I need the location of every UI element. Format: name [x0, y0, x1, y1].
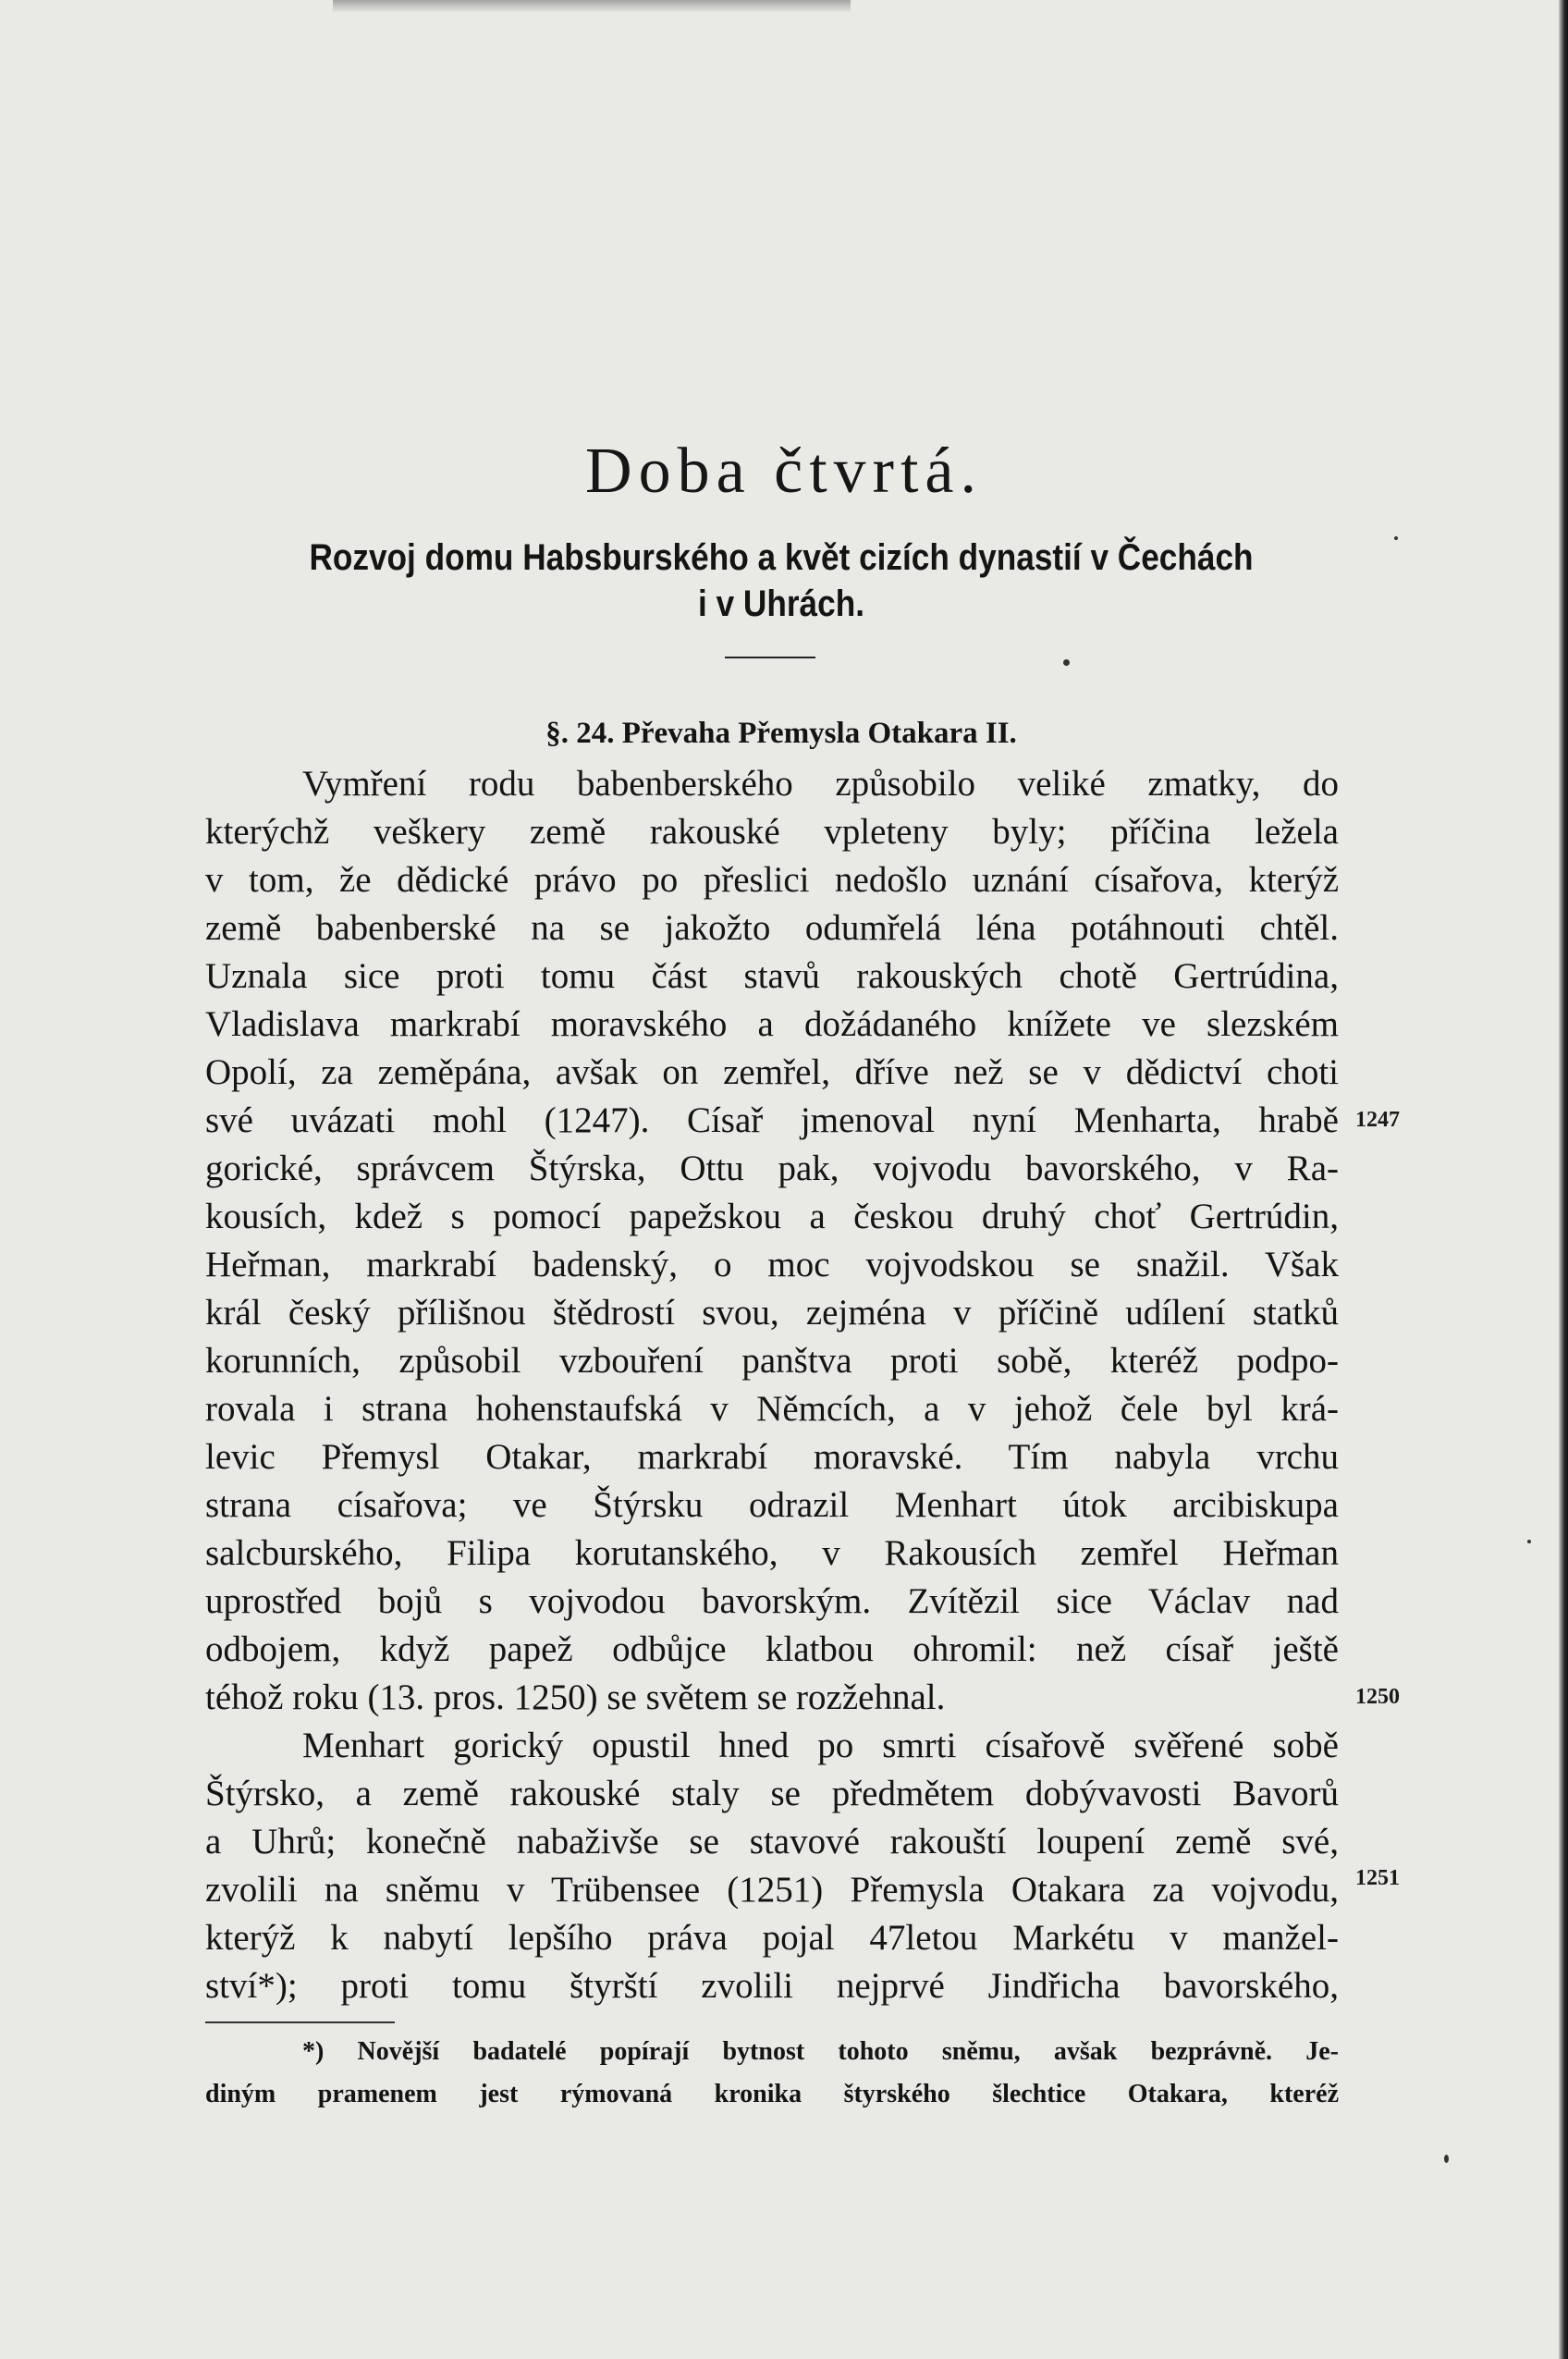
scan-speck	[1394, 536, 1398, 540]
margin-year: 1251	[1355, 1866, 1400, 1890]
text-line: Uznala sice proti tomu část stavů rakouských chotě Gertrúdina,	[205, 956, 1339, 996]
text-line: Vladislava markrabí moravského a dožádaného knížete ve slezském	[205, 1004, 1339, 1044]
text-line: Štýrsko, a země rakouské staly se předmětem dobývavosti Bavorů	[205, 1774, 1339, 1813]
title-divider	[725, 657, 815, 658]
subtitle-line: Rozvoj domu Habsburského a květ cizích dynastií v Čechách	[309, 537, 1254, 578]
scan-speck	[1444, 2155, 1449, 2163]
text-line: kterýž k nabytí lepšího práva pojal 47letou Markétu v manžel-	[205, 1918, 1339, 1958]
text-line: své uvázati mohl (1247). Císař jmenoval nyní Menharta, hrabě	[205, 1100, 1339, 1140]
chapter-subtitle	[273, 534, 1290, 627]
text-line: odbojem, když papež odbůjce klatbou ohromil: než císař ještě	[205, 1629, 1339, 1669]
text-line: salcburského, Filipa korutanského, v Rakousích zemřel Heřman	[205, 1533, 1339, 1573]
text-line: strana císařova; ve Štýrsku odrazil Menhart útok arcibiskupa	[205, 1485, 1339, 1525]
section-heading: §. 24. Převaha Přemysla Otakara II.	[545, 717, 1017, 750]
text-line: uprostřed bojů s vojvodou bavorským. Zvítězil sice Václav nad	[205, 1581, 1339, 1621]
chapter-title: Doba čtvrtá.	[585, 436, 983, 507]
footnote	[205, 2031, 1339, 2116]
text-line: země babenberské na se jakožto odumřelá léna potáhnouti chtěl.	[205, 908, 1339, 948]
scan-edge-top	[333, 0, 851, 13]
subtitle-line: i v Uhrách.	[698, 584, 864, 624]
footnote-line: *) Novější badatelé popírají bytnost tohoto sněmu, avšak bezprávně. Je-	[302, 2037, 1339, 2066]
text-line: kterýchž veškery země rakouské vpleteny byly; příčina ležela	[205, 812, 1339, 852]
body-text	[205, 760, 1339, 2010]
text-line: Heřman, markrabí badenský, o moc vojvodskou se snažil. Však	[205, 1245, 1339, 1284]
footnote-divider	[205, 2021, 395, 2023]
text-line: zvolili na sněmu v Trübensee (1251) Přemysla Otakara za vojvodu,	[205, 1870, 1339, 1910]
text-line: kousích, kdež s pomocí papežskou a českou druhý choť Gertrúdin,	[205, 1197, 1339, 1236]
text-line: Opolí, za zeměpána, avšak on zemřel, dříve než se v dědictví choti	[205, 1052, 1339, 1092]
margin-year: 1250	[1355, 1685, 1400, 1709]
text-line: korunních, způsobil vzbouření panštva proti sobě, kteréž podpo-	[205, 1341, 1339, 1381]
scan-speck	[1063, 659, 1070, 666]
text-line: rovala i strana hohenstaufská v Němcích, a v jehož čele byl krá-	[205, 1389, 1339, 1429]
margin-year: 1247	[1355, 1108, 1400, 1132]
scan-edge-right	[1559, 0, 1568, 2359]
text-line: ství*); proti tomu štyrští zvolili nejprvé Jindřicha bavorského,	[205, 1966, 1339, 2006]
footnote-line: diným pramenem jest rýmovaná kronika štyrského šlechtice Otakara, kteréž	[205, 2080, 1339, 2108]
text-line: Menhart gorický opustil hned po smrti císařově svěřené sobě	[302, 1726, 1339, 1765]
text-line: gorické, správcem Štýrska, Ottu pak, vojvodu bavorského, v Ra-	[205, 1149, 1339, 1188]
text-line: v tom, že dědické právo po přeslici nedošlo uznání císařova, kterýž	[205, 860, 1339, 900]
text-line: král český přílišnou štědrostí svou, zejména v příčině udílení statků	[205, 1293, 1339, 1333]
text-line: téhož roku (13. pros. 1250) se světem se rozžehnal.	[205, 1677, 946, 1717]
text-line: a Uhrů; konečně nabaživše se stavové rakouští loupení země své,	[205, 1822, 1339, 1861]
text-line: levic Přemysl Otakar, markrabí moravské. Tím nabyla vrchu	[205, 1437, 1339, 1477]
scan-speck	[1527, 1540, 1531, 1543]
text-line: Vymření rodu babenberského způsobilo veliké zmatky, do	[302, 764, 1339, 804]
